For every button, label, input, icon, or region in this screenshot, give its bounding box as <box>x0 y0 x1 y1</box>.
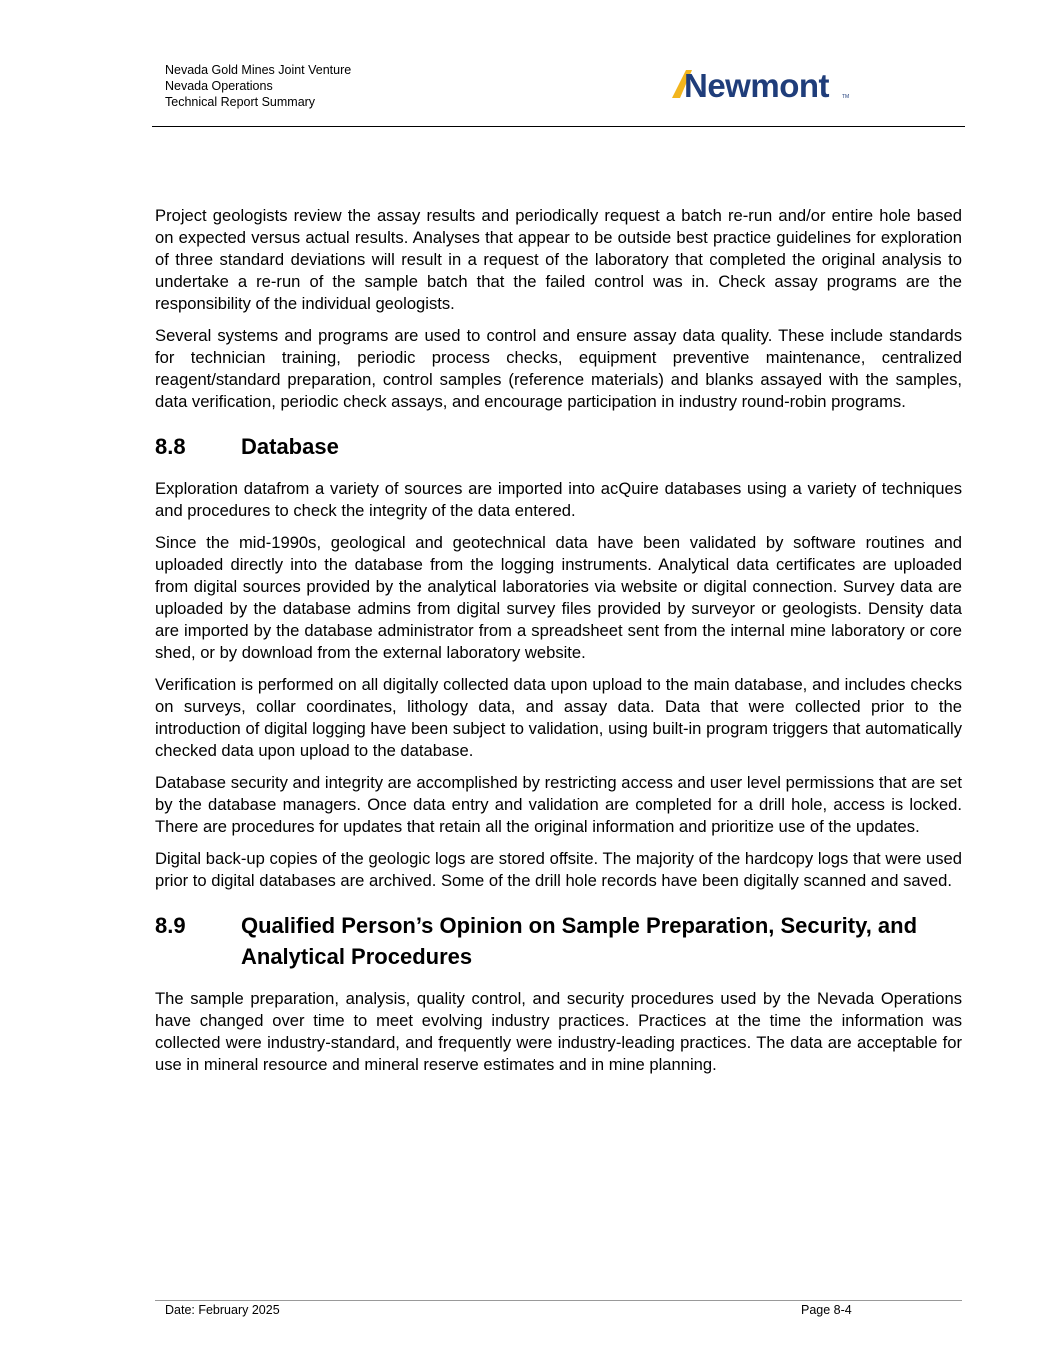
header-company: Nevada Gold Mines Joint Venture <box>165 63 352 77</box>
paragraph: Digital back-up copies of the geologic logs are stored offsite. The majority of the hardcopy logs that were used prior to digital databases are archived. Some of the drill hole records have been digitally scanned and saved. <box>155 849 962 890</box>
header-report: Technical Report Summary <box>165 95 316 109</box>
paragraph: Exploration datafrom a variety of sources are imported into acQuire databases using a variety of techniques and procedures to check the integrity of the data entered. <box>155 479 962 520</box>
section-title: Database <box>241 434 339 459</box>
section-number: 8.9 <box>155 913 186 938</box>
footer-rule <box>155 1300 962 1301</box>
footer-date: Date: February 2025 <box>165 1303 280 1317</box>
header-rule <box>152 126 965 127</box>
svg-text:TM: TM <box>842 94 850 100</box>
paragraph: Verification is performed on all digitally collected data upon upload to the main database, and includes checks on surveys, collar coordinates, lithology data, and assay data. Data that were collected prior to the introduction of digital logging have been subject to validation, using built-in program triggers that automatically checked data upon upload to the database. <box>155 675 962 760</box>
footer-page-number: Page 8-4 <box>801 1303 852 1317</box>
newmont-logo <box>670 68 855 104</box>
paragraph: Since the mid-1990s, geological and geotechnical data have been validated by software routines and uploaded directly into the database from the logging instruments. Analytical data certificates are uploaded from digital sources provided by the analytical laboratories via website or digital connection. Survey data are uploaded by the database admins from digital survey files provided by surveyor or geologists. Density data are imported by the database administrator from a spreadsheet sent from the internal mine laboratory or core shed, or by download from the external laboratory website. <box>155 533 962 662</box>
section-number: 8.8 <box>155 434 186 459</box>
section-title: Qualified Person’s Opinion on Sample Preparation, Security, and Analytical Procedures <box>241 913 918 969</box>
paragraph: Database security and integrity are accomplished by restricting access and user level permissions that are set by the database managers. Once data entry and validation are completed for a drill hole, access is locked. There are procedures for updates that retain all the original information and prioritize use of the updates. <box>155 773 962 836</box>
paragraph: Several systems and programs are used to control and ensure assay data quality. These include standards for technician training, periodic process checks, equipment preventive maintenance, centralized reagent/standard preparation, control samples (reference materials) and blanks assayed with the samples, data verification, periodic check assays, and encourage participation in industry round-robin programs. <box>155 326 962 411</box>
paragraph: Project geologists review the assay results and periodically request a batch re-run and/or entire hole based on expected versus actual results. Analyses that appear to be outside best practice guidelines for exploration of three standard deviations will result in a request of the laboratory that completed the original analysis to undertake a re-run of the sample batch that the failed control was in. Check assay programs are the responsibility of the individual geologists. <box>155 206 962 313</box>
paragraph: The sample preparation, analysis, quality control, and security procedures used by the Nevada Operations have changed over time to meet evolving industry practices. Practices at the time the information was collected were industry-standard, and frequently were industry-leading practices. The data are acceptable for use in mineral resource and mineral reserve estimates and in mine planning. <box>155 989 962 1074</box>
running-header <box>165 62 351 110</box>
logo-text: Newmont <box>684 68 829 104</box>
page-content <box>155 205 962 1086</box>
section-heading-8-9 <box>155 910 962 972</box>
section-heading-8-8 <box>155 431 962 462</box>
header-operations: Nevada Operations <box>165 79 273 93</box>
